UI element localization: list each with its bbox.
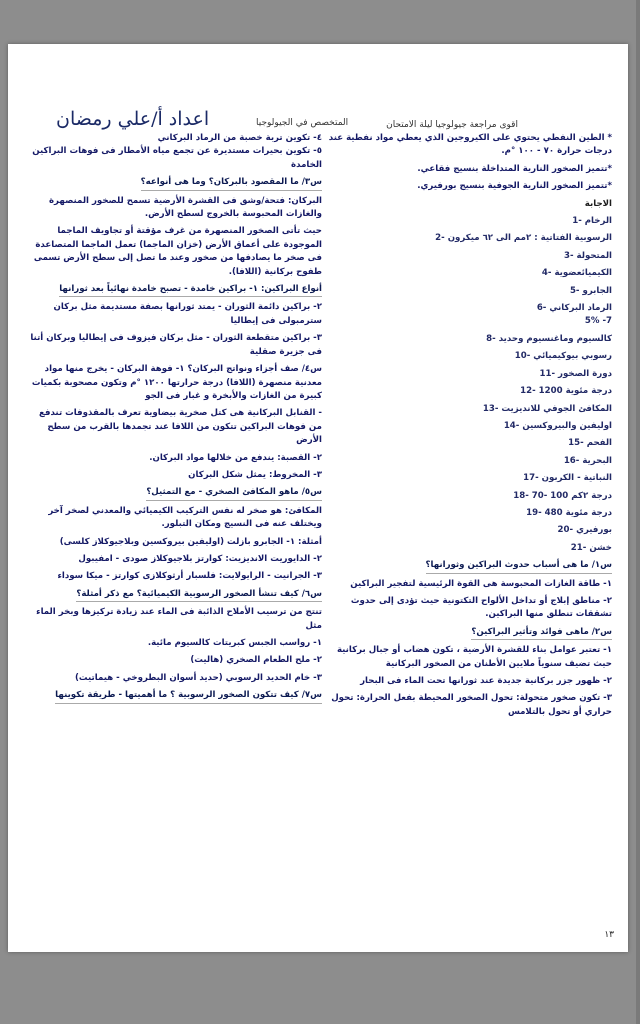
specialist-label: المتخصص في الجيولوجيا (256, 118, 349, 128)
answer-item: درجة مئوية 1200 -12 (520, 386, 612, 397)
answer-line: ٣- المخروط: يمثل شكل البركان (188, 469, 322, 480)
question-heading: س٢/ ماهى فوائد وتأثير البراكين؟ (471, 626, 612, 640)
answer-line: البركان: فتحة/وشق فى القشرة الأرضية تسمح للصخور المنصهرة والغازات المحبوسة بالخروج لسطح الأرض. (48, 195, 322, 220)
answer-line: حيث تأتى الصخور المنصهرة من غرف مؤقتة أو تجاويف الماجما الموجودة على أعماق الأرض (خزان الماجما) تعمل الماجما المتصاعدة فى صخر ما يصادفها من صخور وعند ما تصل إلى سطح الأرض تسمى طفوح بركانية (اللافا). (33, 226, 322, 277)
answer-item: النباتية - الكربون -17 (523, 473, 612, 484)
question-heading: س٣/ ما المقصود بالبركان؟ وما هى أنواعه؟ (141, 176, 322, 190)
question-heading: س٦/ كيف تنشأ الصخور الرسوبية الكيميائية؟ مع ذكر أمثلة؟ (76, 588, 322, 602)
answer-line: ٥- تكوين بحيرات مستديرة عن تجمع مياه الأمطار فى فوهات البراكين الخامدة (32, 146, 322, 170)
statement-line: *تتميز الصخور النارية الجوفية بنسيج بورفيري. (417, 181, 612, 192)
answer-item: الرماد البركاني -6 (536, 303, 612, 314)
answer-line: ١- رواسب الجبس كبريتات كالسيوم مائية. (147, 638, 322, 648)
statement-line: * الطين النفطي يحتوي على الكيروجين الذي يعطي مواد نفطية عند (328, 133, 612, 143)
answer-line: ٣- براكين متقطعة الثوران - مثل بركان فيزوف فى إيطاليا وبركان أتنا فى جزيرة صقلية (30, 333, 322, 357)
document-page (8, 44, 628, 952)
answer-line: س٤/ صف أجزاء ونواتج البركان؟ ١- فوهة البركان - يخرج منها مواد معدنية منصهرة (اللافا) درجة حرارتها ١٢٠٠ °م وتكون مصحوبة بكميات كبيرة من الغازات والأبخرة و غبار فى الجو (31, 364, 322, 401)
answer-line: تنتج من ترسيب الأملاح الذائبة فى الماء عند زيادة تركيزها وبخر الماء مثل (36, 607, 322, 631)
answer-item: كالسيوم وماغنسيوم وحديد -8 (486, 333, 612, 344)
answer-line: ١- تعتبر عوامل بناء للقشرة الأرضية ، تكون هضاب أو جبال بركانية حيث تضيف سنوياً ملايين الأطنان من الصخور البركانية (336, 645, 612, 669)
statement-line: درجات حرارة ٧٠ - ١٠٠ °م. (501, 146, 612, 157)
answer-line: ٢- مناطق إبلاج أو تداخل الألواح التكتونية حيث تؤدى إلى حدوث تشققات تنطلق منها البراكين. (350, 595, 612, 620)
answer-line: ٣- الجرانيت - الرايولايت: فلسبار أرثوكلازى كوارتز - ميكا سوداء (57, 571, 322, 582)
right-column (327, 132, 612, 719)
question-heading: أنواع البراكين: ١- براكين خامدة - تصبح خامدة نهائياً بعد ثورانها (59, 283, 322, 297)
question-heading: س٥/ ماهو المكافئ الصخري - مع التمثيل؟ (146, 486, 322, 500)
author-title: اعداد أ/علي رمضان (56, 108, 210, 130)
answer-line: ٢- القصبة: يندفع من خلالها مواد البركان. (149, 452, 322, 463)
answers-heading: الاجابة (584, 198, 612, 209)
answer-item: اوليفين والبيروكسين -14 (503, 420, 612, 431)
review-title: اقوى مراجعة جيولوجيا ليلة الامتحان (386, 120, 518, 130)
answer-item: الرخام -1 (572, 216, 612, 227)
answer-item: المكافئ الجوفي للانديزيت -13 (482, 403, 612, 414)
page-number: ١٣ (604, 930, 614, 940)
answer-item: بورفيري -20 (557, 525, 612, 536)
answer-line: ٣- خام الحديد الرسوبي (حديد أسوان البطروخي - هيماتيت) (74, 672, 322, 683)
answer-item: خشن -21 (570, 542, 612, 553)
answer-line: أمثلة: ١- الجابرو بازلت (اوليفين بيروكسين وبلاجيوكلاز كلسى) (59, 536, 322, 547)
statement-line: *تتميز الصخور النارية المتداخلة بنسيج فقاعي. (417, 163, 612, 174)
answer-line: ٣- تكون صخور متحولة: تحول الصخور المحيطة بفعل الحرارة: تحول حراري أو تحول بالتلامس (331, 693, 612, 717)
answer-item: الفحم -15 (568, 438, 612, 449)
answer-item: رسوبي بيوكيميائي -10 (514, 351, 612, 362)
answer-line: المكافئ: هو صخر له نفس التركيب الكيميائي والمعدني لصخر آخر ويختلف عنه فى النسيج ومكان التبلور. (48, 505, 322, 530)
answer-item: دورة الصخور -11 (539, 368, 612, 379)
answer-line: ١- طاقة الغازات المحبوسة هى القوة الرئيسية لتفجير البراكين (350, 578, 612, 589)
answer-line: - القنابل البركانية هى كتل صخرية بيضاوية تعرف بالمقذوفات تندفع من فوهات البراكين تتكون من اللافا عند تجمدها بالقرب من سطح الأرض (38, 408, 322, 446)
question-heading: س١/ ما هى أسباب حدوث البراكين وثورانها؟ (426, 559, 612, 573)
answer-line: ٤- تكوين تربة خصبة من الرماد البركاني (157, 133, 322, 143)
answer-item: 7- 5% (584, 316, 612, 327)
answer-line: ٢- براكين دائمة الثوران - يمتد ثورانها بصفة مستديمة مثل بركان سترمبولى فى إيطاليا (53, 302, 322, 326)
left-column (28, 132, 322, 704)
answer-item: الكيميائعضوية -4 (541, 268, 612, 279)
scrollbar[interactable] (636, 0, 640, 1024)
answer-line: ٢- ظهور جزر بركانية جديدة عند ثورانها تحت الماء فى البحار (360, 676, 612, 686)
answer-item: الرسوبية الفتاتية : ٢مم الى ٦٢ ميكرون -2 (435, 233, 612, 244)
answer-line: ٢- الدايوريت الانديزيت: كوارتز بلاجيوكلاز صودى - امفيبول (78, 553, 322, 564)
answer-item: درجة مئوية 480 -19 (526, 507, 612, 518)
question-heading: س٧/ كيف تتكون الصخور الرسوبية ؟ ما أهميتها - طريقة تكوينها (55, 689, 322, 703)
answer-item: درجة ٢كم 100 -70 -18 (513, 490, 612, 501)
answer-line: ٢- ملح الطعام الصخري (هاليت) (190, 655, 322, 666)
answer-item: الجابرو -5 (569, 285, 612, 296)
answer-item: البحرية -16 (563, 455, 612, 466)
answer-item: المتحولة -3 (563, 250, 612, 261)
